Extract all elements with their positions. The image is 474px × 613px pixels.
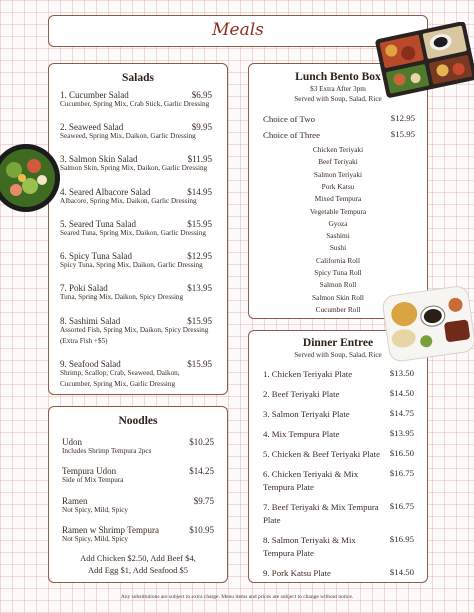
dinner-plate-photo xyxy=(380,285,474,365)
bento-surcharge: $3 Extra After 3pm xyxy=(310,85,366,93)
title-banner xyxy=(48,15,428,47)
bento-title: Lunch Bento Box xyxy=(295,71,381,83)
bento-choice-price: $12.95 xyxy=(390,113,415,123)
dinner-item-price: $16.95 xyxy=(389,534,414,544)
dinner-item-name: 1. Chicken Teriyaki Plate xyxy=(263,369,353,379)
dinner-item-name-cont: Tempura Plate xyxy=(263,482,314,492)
bento-option: Spicy Tuna Roll xyxy=(314,268,362,277)
bento-option: Vegetable Tempura xyxy=(309,206,367,216)
menu-title: Meals xyxy=(212,20,264,40)
bento-option: Mixed Tempura xyxy=(314,194,362,204)
bento-option: Salmon Skin Roll xyxy=(312,292,364,302)
dinner-item-name: 7. Beef Teriyaki & Mix Tempura xyxy=(263,502,379,512)
bento-served-with: Served with Soup, Salad, Rice xyxy=(294,95,382,103)
dinner-item-price: $14.50 xyxy=(389,388,414,398)
dinner-item-price: $16.75 xyxy=(389,501,414,511)
bento-option: Sashimi xyxy=(326,231,350,241)
bento-option: Chicken Teriyaki xyxy=(312,145,364,154)
dinner-item-price: $13.50 xyxy=(389,368,414,378)
footer-disclaimer: Any substitutions are subject to extra charge. Menu items and prices are subject to change without notice. xyxy=(120,594,354,600)
noodle-addons-line-2: Add Egg $1, Add Seafood $5 xyxy=(87,565,189,575)
noodles-title: Noodles xyxy=(118,415,158,427)
dinner-item-name: 4. Mix Tempura Plate xyxy=(263,429,340,439)
bento-choice-label: Choice of Two xyxy=(263,114,315,124)
bento-option: Cucumber Roll xyxy=(315,304,361,314)
dinner-item-name: 2. Beef Teriyaki Plate xyxy=(263,389,340,399)
dinner-item-name: 6. Chicken Teriyaki & Mix xyxy=(263,469,359,479)
dinner-item-name: 5. Chicken & Beef Teriyaki Plate xyxy=(263,449,380,459)
salads-title: Salads xyxy=(122,72,154,84)
dinner-panel xyxy=(248,330,428,583)
dinner-item-price: $14.50 xyxy=(389,567,414,577)
bento-option: Salmon Teriyaki xyxy=(313,169,363,179)
dinner-item-name-cont: Tempura Plate xyxy=(263,548,314,558)
noodle-addons-line-1: Add Chicken $2.50, Add Beef $4, xyxy=(80,553,196,563)
bento-choice-price: $15.95 xyxy=(390,129,415,139)
dinner-item-price: $13.95 xyxy=(389,428,414,438)
salads-panel: Salads 1. Cucumber Salad $6.95 Cucumber, Spring Mix, Crab Stick, Garlic Dressing 2. Seaweed Salad $9.95 Seaweed, Spring Mix, Daikon, Garlic Dressing 3. Salmon Skin Salad $11.95 Salmon Skin, Spring Mix, Daikon, Garlic Dressing 4. Seared Albacore Salad $14.95 Albacore, Spring Mix, Daikon, Garlic Dressing 5. Seared Tuna Salad $15.95 Seared Tuna, Spring Mix, Daikon, Garlic Dressing 6. Spicy Tuna Salad $12.95 Spicy Tuna, Spring Mix, Daikon, Garlic Dressing 7. Poki Salad $13.95 Tuna, Spring Mix, Daikon, Spicy Dressing 8. Sashimi Salad $15.95 Assorted Fish, Spring Mix, Daikon, Spicy Dressing (Extra Fish +$5) 9. Seafood Salad $15.95 Shrimp, Scallop, Crab, Seaweed, Daikon, Cucumber, Spring Mix, Garlic Dressing xyxy=(48,63,228,395)
dinner-item-price: $14.75 xyxy=(389,408,414,418)
bento-panel xyxy=(248,63,428,319)
salad-bowl-photo xyxy=(0,142,62,214)
dinner-item-name: 9. Pork Katsu Plate xyxy=(263,568,331,578)
dinner-item-name: 8. Salmon Teriyaki & Mix xyxy=(263,535,356,545)
dinner-item-name: 3. Salmon Teriyaki Plate xyxy=(263,409,350,419)
bento-tray-photo xyxy=(374,22,474,98)
dinner-item-price: $16.75 xyxy=(389,468,414,478)
dinner-title: Dinner Entree xyxy=(302,337,374,349)
noodles-panel: Noodles Udon $10.25 Includes Shrimp Tempura 2pcs Tempura Udon $14.25 Side of Mix Tempura Ramen $9.75 Not Spicy, Mild, Spicy Ramen w Shrimp Tempura $10.95 Not Spicy, Mild, Spicy Add Chicken $2.50, Add Beef $4, Add Egg $1, Add Seafood $5 xyxy=(48,406,228,583)
dinner-item-price: $16.50 xyxy=(389,448,414,458)
bento-option: Salmon Roll xyxy=(319,280,357,290)
dinner-served-with: Served with Soup, Salad, Rice xyxy=(294,351,382,359)
bento-option: Pork Katsu xyxy=(321,181,355,191)
bento-option: California Roll xyxy=(316,255,360,265)
bento-option: Gyoza xyxy=(328,218,348,228)
dinner-item-name-cont: Plate xyxy=(263,515,281,525)
bento-option: Sushi xyxy=(329,243,347,253)
bento-choice-label: Choice of Three xyxy=(263,130,320,140)
bento-option: Beef Teriyaki xyxy=(318,157,358,167)
